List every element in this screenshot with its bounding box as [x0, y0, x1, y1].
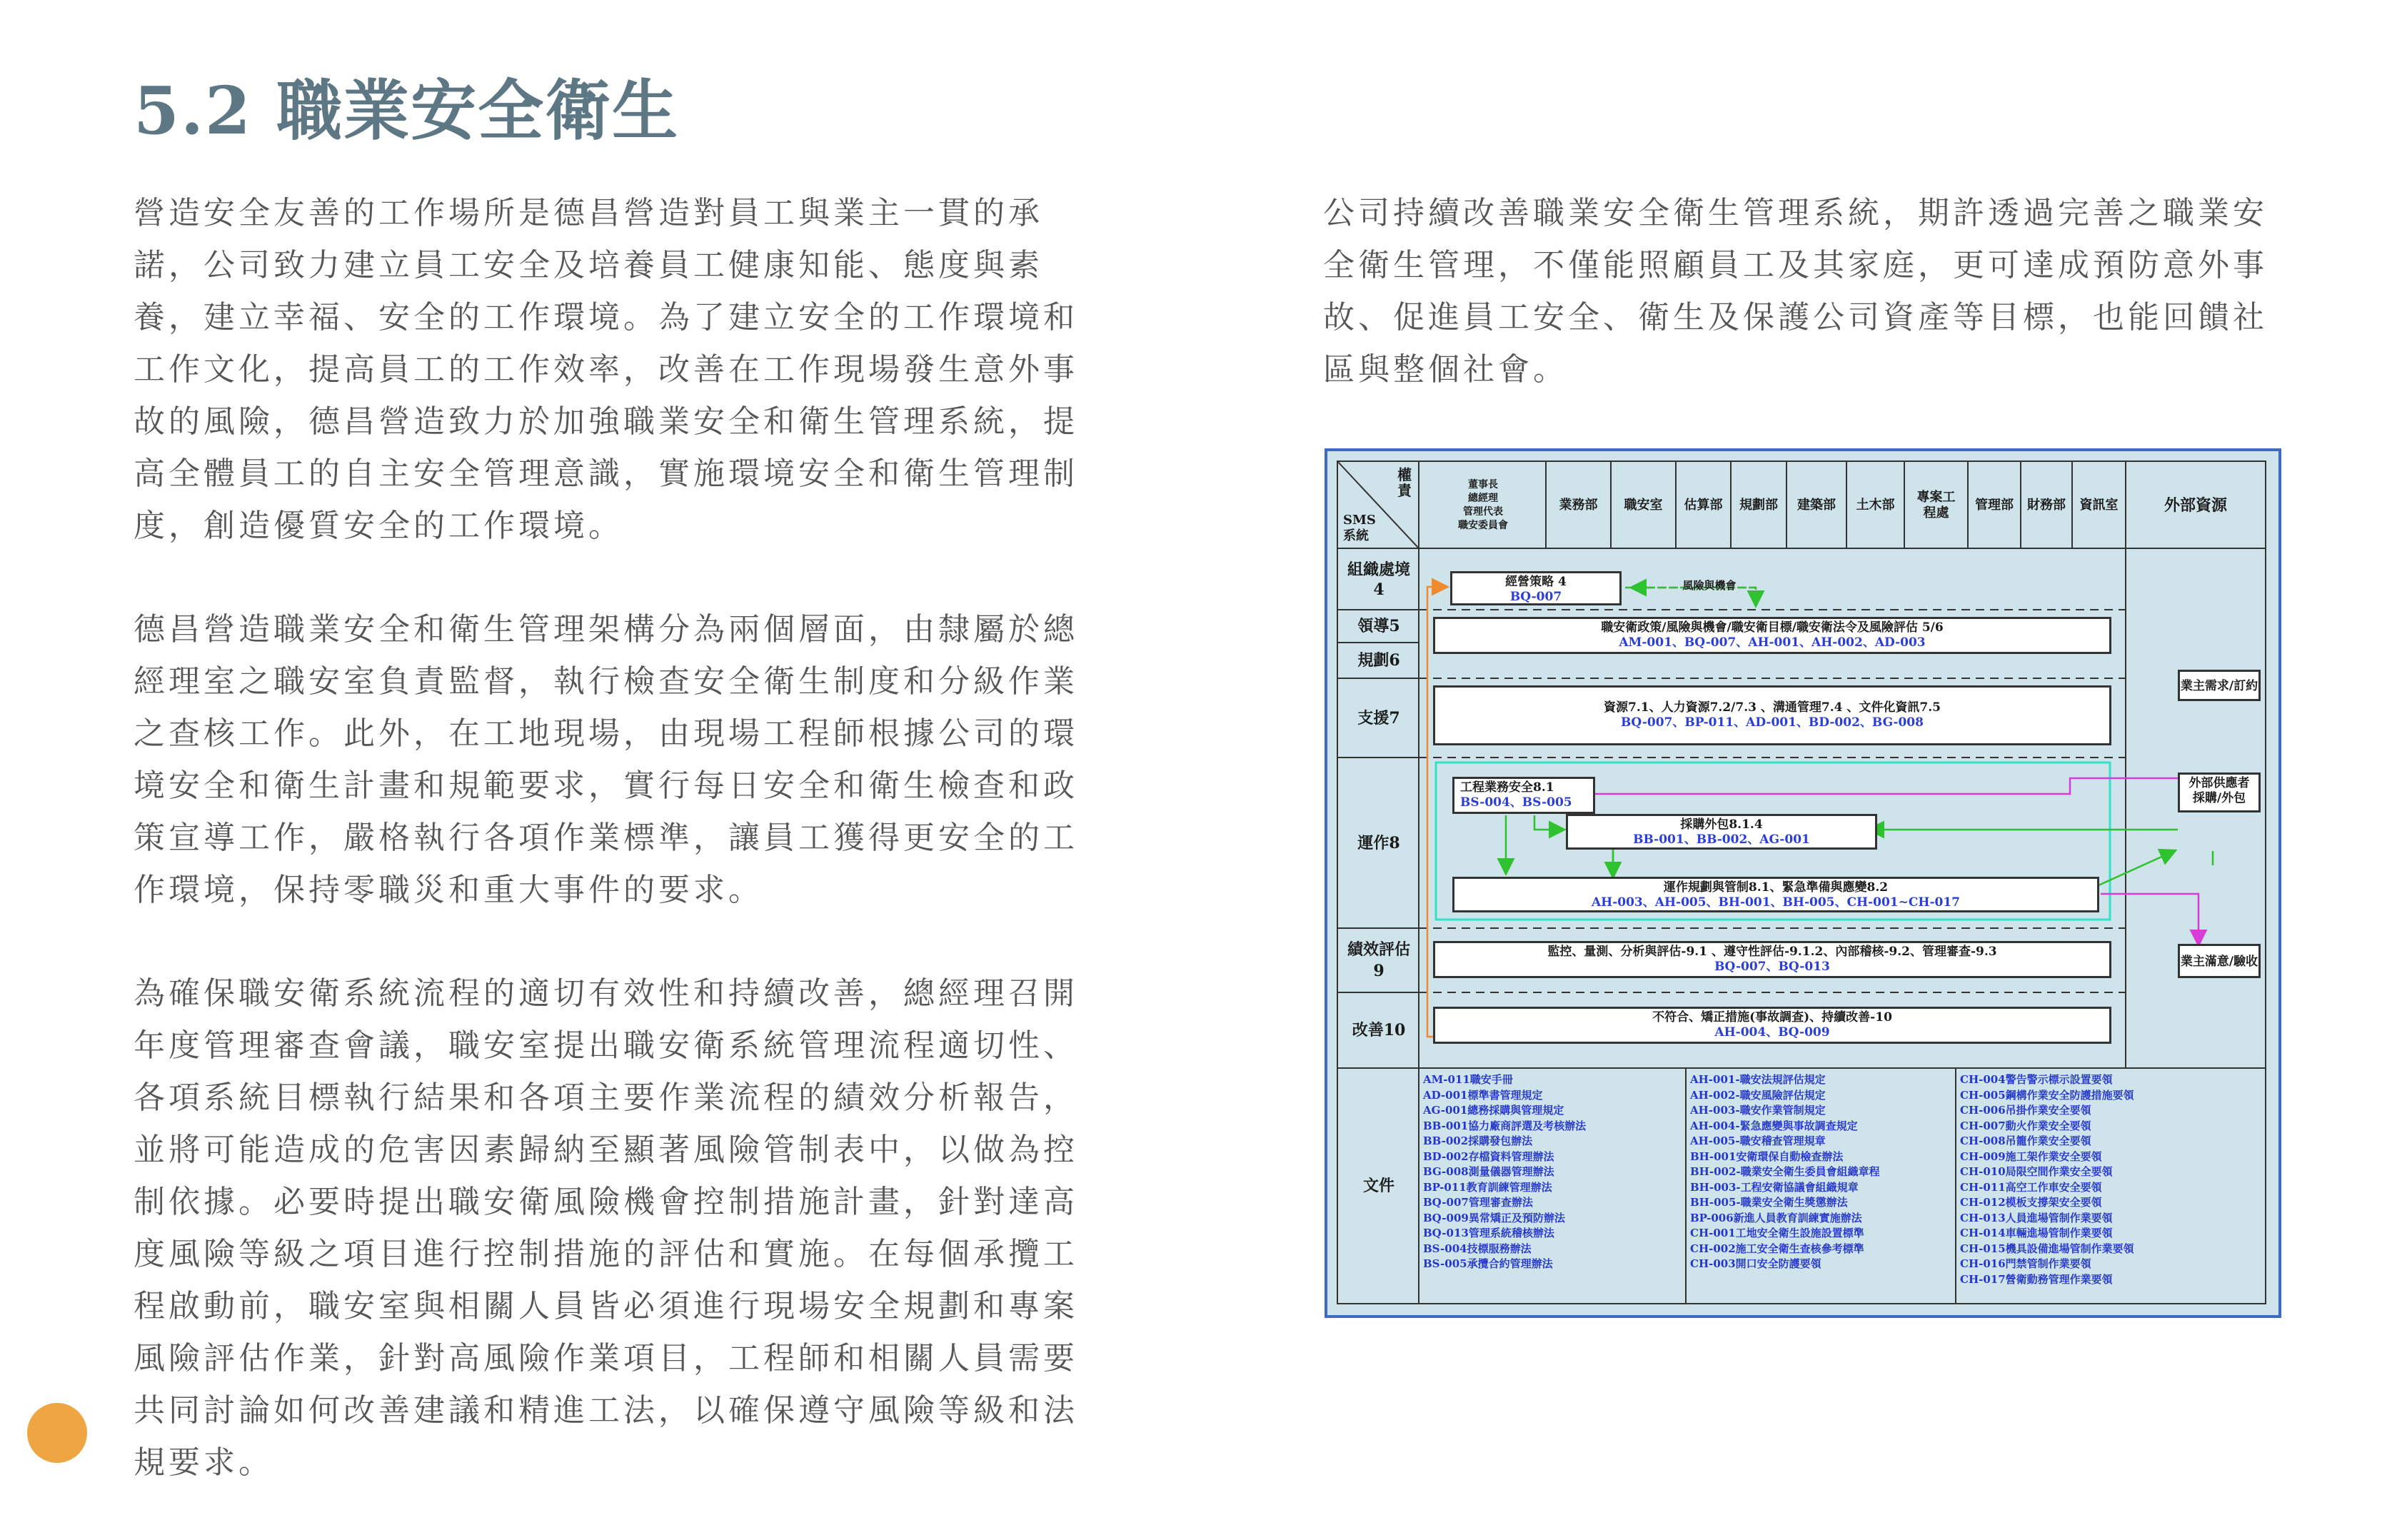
doc-item: BP-011教育訓練管理辦法: [1423, 1180, 1552, 1194]
external-owner-demand: 業主需求/訂約: [2178, 670, 2261, 701]
header-civil: 土木部: [1856, 498, 1895, 513]
box-procurement: [1566, 814, 1877, 850]
paragraph-right: 公司持續改善職業安全衛生管理系統，期許透過完善之職業安全衛生管理，不僅能照顧員工及其家庭，更可達成預防意外事故、促進員工安全、衛生及保護公司資產等目標，也能回饋社區與整個社會。: [1323, 195, 2268, 388]
left-column: [134, 187, 1090, 1540]
box-support-title: 資源7.1、人力資源7.2/7.3 、溝通管理7.4 、文件化資訊7.5: [1604, 700, 1941, 715]
doc-item: BH-003-工程安衛協議會組織規章: [1690, 1180, 1859, 1194]
box-improvement-title: 不符合、矯正措施(事故調查)、持續改善-10: [1652, 1010, 1892, 1025]
box-engineering: [1452, 777, 1595, 814]
doc-item: BH-001安衛環保自動檢查辦法: [1690, 1149, 1844, 1163]
page-marker-dot: [27, 1403, 87, 1463]
box-procurement-code: BB-001、BB-002、AG-001: [1633, 832, 1810, 847]
doc-item: AD-001標準書管理規定: [1423, 1088, 1543, 1102]
paragraph-1: 營造安全友善的工作場所是德昌營造對員工與業主一貫的承諾，公司致力建立員工安全及培養員工健康知能、態度與素養，建立幸福、安全的工作環境。為了建立安全的工作環境和工作文化，提高員工的工作效率，改善在工作現場發生意外事故的風險，德昌營造致力於加強職業安全和衛生管理系統，提高全體員工的自主安全管理意識，實施環境安全和衛生管理制度，創造優質安全的工作環境。: [134, 195, 1078, 544]
doc-item: CH-017營衛動務管理作業要領: [1960, 1272, 2113, 1286]
doc-item: CH-015機具設備進場管制作業要領: [1960, 1242, 2134, 1255]
doc-item: CH-008吊籠作業安全要領: [1960, 1134, 2091, 1147]
row-performance: 績效評估 9: [1347, 940, 1410, 980]
box-performance-code: BQ-007、BQ-013: [1714, 960, 1830, 974]
doc-item: AM-011職安手冊: [1423, 1073, 1513, 1086]
doc-item: BH-002-職業安全衛生委員會組織章程: [1690, 1165, 1880, 1178]
doc-item: CH-009施工架作業安全要領: [1960, 1149, 2102, 1163]
box-strategy-title: 經營策略 4: [1505, 575, 1567, 589]
header-management: 管理部: [1975, 498, 2014, 513]
box-engineering-code: BS-004、BS-005: [1460, 795, 1572, 810]
header-project: 專案工程處: [1916, 490, 1956, 520]
corner-top-label: 權責: [1397, 466, 1412, 499]
doc-item: CH-016門禁管制作業要領: [1960, 1257, 2091, 1270]
doc-item: BQ-013管理系統稽核辦法: [1423, 1227, 1554, 1239]
risk-label: 風險與機會: [1682, 579, 1737, 592]
box-policy-code: AM-001、BQ-007、AH-001、AH-002、AD-003: [1619, 635, 1926, 650]
box-operation-title: 運作規劃與管制8.1、緊急準備與應變8.2: [1663, 880, 1889, 895]
box-strategy-code: BQ-007: [1509, 590, 1562, 604]
doc-item: AH-002-職安風險評估規定: [1690, 1088, 1826, 1102]
corner-cell: [1340, 464, 1417, 547]
doc-item: BH-005-職業安全衛生獎懲辦法: [1690, 1196, 1848, 1209]
doc-item: CH-013人員進場管制作業要領: [1960, 1211, 2113, 1224]
doc-item: CH-005鋼構作業安全防護措施要領: [1960, 1088, 2134, 1102]
box-performance-title: 監控、量測、分析與評估-9.1 、遵守性評估-9.1.2、內部稽核-9.2、管理審查-9.3: [1547, 945, 1997, 959]
doc-item: BB-002採購發包辦法: [1423, 1134, 1533, 1147]
header-safety: 職安室: [1624, 498, 1663, 513]
box-support: [1433, 685, 2111, 745]
doc-item: BS-004技標服務辦法: [1423, 1242, 1532, 1255]
box-support-code: BQ-007、BP-011、AD-001、BD-002、BG-008: [1621, 715, 1924, 730]
doc-item: BG-008測量儀器管理辦法: [1423, 1165, 1554, 1178]
external-owner-satisfaction: 業主滿意/驗收: [2178, 944, 2261, 978]
row-context: 組織處境 4: [1347, 560, 1410, 599]
doc-item: CH-007動火作業安全要領: [1960, 1119, 2091, 1132]
row-leadership: 領導5: [1357, 617, 1400, 635]
box-performance: [1433, 941, 2111, 978]
box-strategy: [1450, 571, 1622, 605]
docs-column-1: [1423, 1072, 1586, 1272]
paragraph-3: 為確保職安衛系統流程的適切有效性和持續改善，總經理召開年度管理審查會議，職安室提出職安衛系統管理流程適切性、各項系統目標執行結果和各項主要作業流程的績效分析報告，並將可能造成的危害因素歸納至顯著風險管制表中，以做為控制依據。必要時提出職安衛風險機會控制措施計畫，針對達高度風險等級之項目進行控制措施的評估和實施。在每個承攬工程啟動前，職安室與相關人員皆必須進行現場安全規劃和專案風險評估作業，針對高風險作業項目，工程師和相關人員需要共同討論如何改善建議和精進工法，以確保遵守風險等級和法規要求。: [134, 975, 1078, 1481]
row-support: 支援7: [1357, 708, 1400, 728]
external-supplier: 外部供應者 採購/外包: [2178, 772, 2261, 812]
box-procurement-title: 採購外包8.1.4: [1680, 817, 1763, 832]
header-external: 外部資源: [2164, 496, 2227, 515]
header-building: 建築部: [1797, 498, 1836, 513]
docs-column-2: [1690, 1072, 1880, 1272]
row-documents: 文件: [1362, 1177, 1394, 1195]
doc-item: AH-004-緊急應變與事故調查規定: [1690, 1119, 1858, 1132]
box-improvement: [1433, 1007, 2111, 1044]
row-operation: 運作8: [1357, 833, 1400, 852]
doc-item: CH-004警告警示標示設置要領: [1960, 1073, 2113, 1086]
corner-bottom-label: SMS系統: [1343, 513, 1376, 543]
box-operation-code: AH-003、AH-005、BH-001、BH-005、CH-001~CH-017: [1591, 895, 1961, 910]
paragraph-2: 德昌營造職業安全和衛生管理架構分為兩個層面，由隸屬於總經理室之職安室負責監督，執行檢查安全衛生制度和分級作業之查核工作。此外，在工地現場，由現場工程師根據公司的環境安全和衛生計畫和規範要求，實行每日安全和衛生檢查和政策宣導工作，嚴格執行各項作業標準，讓員工獲得更安全的工作環境，保持零職災和重大事件的要求。: [134, 611, 1078, 908]
doc-item: AH-005-職安稽查管理規章: [1690, 1134, 1826, 1147]
right-column: [1323, 187, 2280, 447]
header-business: 業務部: [1559, 498, 1598, 513]
row-planning: 規劃6: [1357, 651, 1400, 670]
doc-item: BP-006新進人員教育訓練實施辦法: [1690, 1211, 1862, 1224]
doc-item: BS-005承攬合約管理辦法: [1423, 1257, 1553, 1270]
docs-column-3: [1960, 1072, 2134, 1287]
box-policy-title: 職安衛政策/風險與機會/職安衛目標/職安衛法令及風險評估 5/6: [1601, 620, 1944, 635]
doc-item: BQ-007管理審查辦法: [1423, 1196, 1533, 1209]
doc-item: CH-012模板支撐架安全要領: [1960, 1196, 2102, 1209]
header-planning: 規劃部: [1739, 498, 1778, 513]
box-improvement-code: AH-004、BQ-009: [1714, 1025, 1830, 1040]
doc-item: BD-002存檔資料管理辦法: [1423, 1149, 1554, 1163]
doc-item: BQ-009異常矯正及預防辦法: [1423, 1211, 1565, 1224]
doc-item: AG-001總務採購與管理規定: [1423, 1104, 1564, 1117]
header-estimate: 估算部: [1684, 498, 1723, 513]
sms-process-diagram: [1325, 448, 2281, 1318]
doc-item: BB-001協力廠商評選及考核辦法: [1423, 1119, 1587, 1132]
box-engineering-title: 工程業務安全8.1: [1460, 780, 1554, 795]
doc-item: CH-011高空工作車安全要領: [1960, 1180, 2102, 1194]
box-policy: [1433, 617, 2111, 654]
box-operation: [1452, 877, 2099, 912]
row-improvement: 改善10: [1352, 1021, 1406, 1040]
doc-item: CH-003開口安全防護要領: [1690, 1257, 1821, 1270]
header-chairman: 董事長 總經理 管理代表 職安委員會: [1458, 479, 1508, 531]
doc-item: CH-002施工安全衛生查核參考標準: [1690, 1242, 1864, 1255]
doc-item: CH-001工地安全衛生設施設置標準: [1690, 1227, 1864, 1239]
doc-item: CH-010局限空間作業安全要領: [1960, 1165, 2113, 1178]
header-finance: 財務部: [2027, 498, 2066, 513]
doc-item: AH-001-職安法規評估規定: [1690, 1073, 1826, 1086]
doc-item: CH-014車輛進場管制作業要領: [1960, 1227, 2113, 1239]
section-title: 5.2 職業安全衛生: [134, 72, 680, 149]
header-it: 資訊室: [2079, 498, 2119, 513]
doc-item: AH-003-職安作業管制規定: [1690, 1104, 1826, 1117]
doc-item: CH-006吊掛作業安全要領: [1960, 1104, 2091, 1117]
